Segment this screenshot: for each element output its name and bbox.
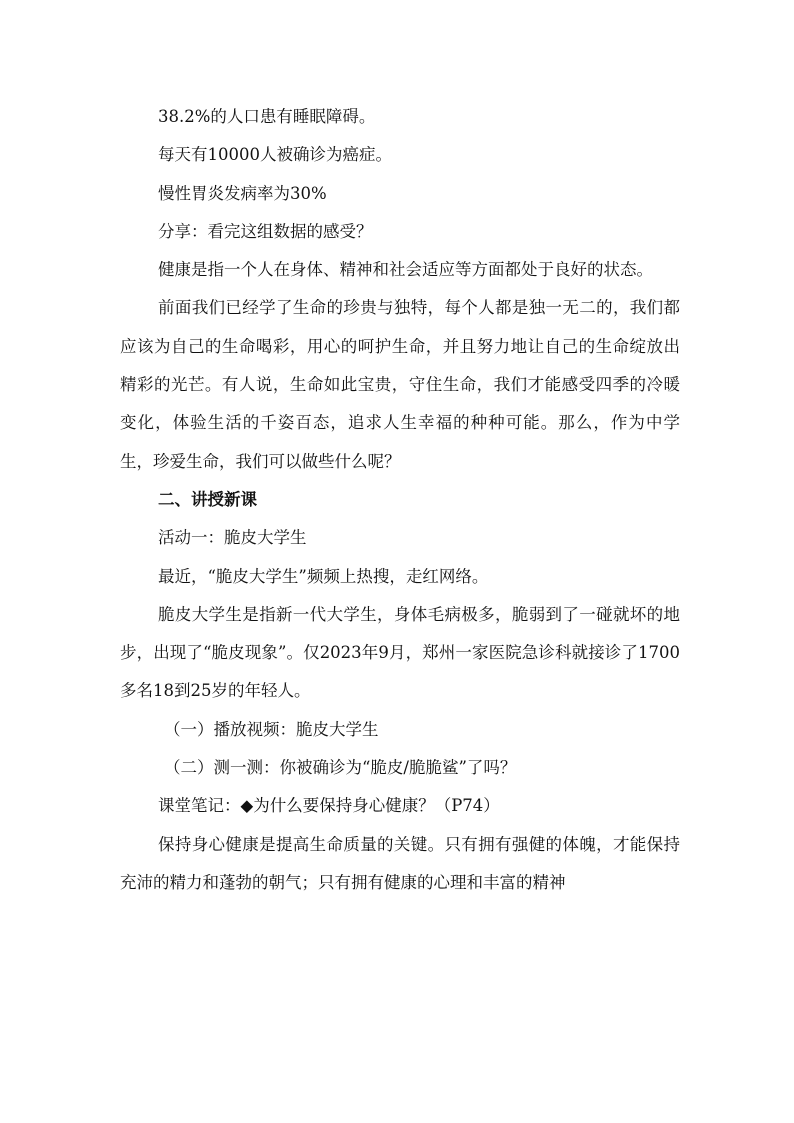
paragraph-class-notes: 课堂笔记：◆为什么要保持身心健康？（P74） <box>158 796 500 816</box>
document-body <box>120 98 680 902</box>
section-heading-new-lesson: 二、讲授新课 <box>158 489 257 509</box>
paragraph-sleep-stat: 38.2%的人口患有睡眠障碍。 <box>158 107 376 126</box>
paragraph-gastritis-stat: 慢性胃炎发病率为30% <box>158 183 327 203</box>
paragraph-quiz: （二）测一测：你被确诊为“脆皮/脆脆鲨”了吗？ <box>164 758 517 778</box>
paragraph-share-prompt: 分享：看完这组数据的感受？ <box>158 221 373 241</box>
paragraph-fragile-students: 脆皮大学生是指新一代大学生，身体毛病极多，脆弱到了一碰就坏的地步，出现了“脆皮现象”。仅2023年9月，郑州一家医院急诊科就接诊了1700多名18到25岁的年轻人。 <box>120 604 680 701</box>
paragraph-cancer-stat: 每天有10000人被确诊为癌症。 <box>158 145 392 165</box>
paragraph-health-definition: 健康是指一个人在身体、精神和社会适应等方面都处于良好的状态。 <box>158 260 653 280</box>
paragraph-health-key: 保持身心健康是提高生命质量的关键。只有拥有强健的体魄，才能保持充沛的精力和蓬勃的朝气；只有拥有健康的心理和丰富的精神 <box>120 834 680 892</box>
paragraph-trending: 最近，“脆皮大学生”频频上热搜，走红网络。 <box>158 566 489 586</box>
paragraph-play-video: （一）播放视频：脆皮大学生 <box>164 719 379 739</box>
paragraph-cherish-life: 前面我们已经学了生命的珍贵与独特，每个人都是独一无二的，我们都应该为自己的生命喝彩，用心的呵护生命，并且努力地让自己的生命绽放出精彩的光芒。有人说，生命如此宝贵，守住生命，我们才能感受四季的冷暖变化，体验生活的千姿百态，追求人生幸福的种种可能。那么，作为中学生，珍爱生命，我们可以做些什么呢？ <box>120 298 680 471</box>
paragraph-activity-one: 活动一：脆皮大学生 <box>158 528 307 548</box>
